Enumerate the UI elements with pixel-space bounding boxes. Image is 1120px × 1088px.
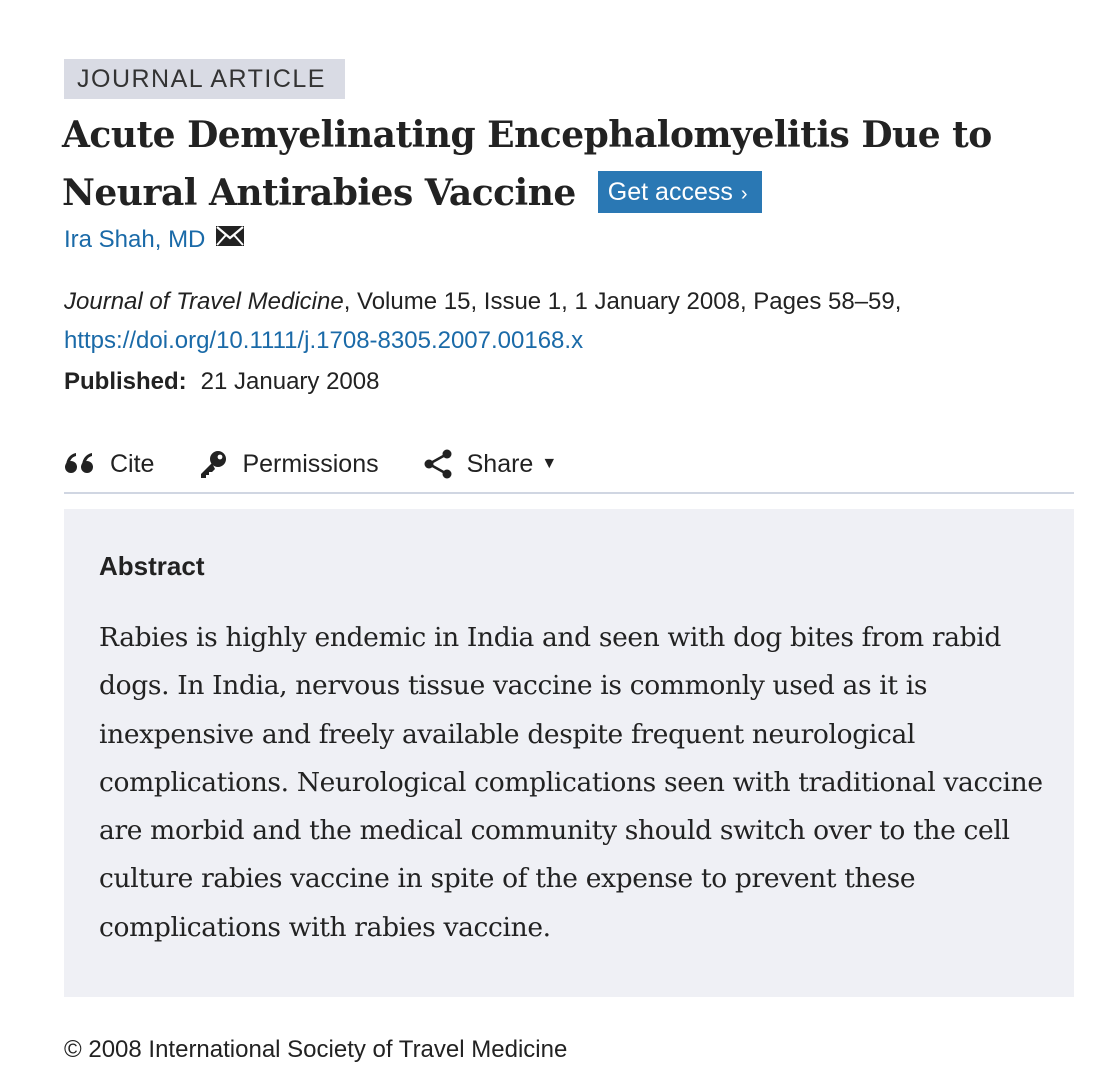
- quote-icon: [64, 452, 96, 476]
- key-icon: [198, 449, 228, 479]
- article-title: [62, 106, 1062, 222]
- abstract-text: Rabies is highly endemic in India and seen with dog bites from rabid dogs. In India, nervous tissue vaccine is commonly used as it is inexpensive and freely available despite frequent neurological complications. Neurological complications seen with traditional vaccine are morbid and the medical community should switch over to the cell culture rabies vaccine in spite of the expense to prevent these complications with rabies vaccine.: [99, 622, 1043, 943]
- author-link[interactable]: Ira Shah, MD: [64, 226, 206, 253]
- cite-label: Cite: [110, 449, 155, 478]
- author-line: [64, 222, 245, 258]
- get-access-button[interactable]: [598, 171, 762, 213]
- abstract-heading: Abstract: [99, 551, 205, 581]
- copyright-notice: © 2008 International Society of Travel Medicine: [64, 1036, 568, 1063]
- share-label: Share: [466, 449, 534, 478]
- chevron-right-icon: ›: [740, 183, 748, 205]
- citation-details: , Volume 15, Issue 1, 1 January 2008, Pages 58–59,: [343, 288, 902, 315]
- permissions-button[interactable]: [198, 449, 378, 479]
- article-toolbar: [64, 442, 601, 486]
- journal-name: Journal of Travel Medicine: [64, 288, 344, 315]
- envelope-icon[interactable]: [215, 222, 245, 258]
- abstract-section: [64, 509, 1074, 997]
- published-date: 21 January 2008: [200, 368, 380, 395]
- published-label: Published:: [64, 368, 187, 395]
- permissions-label: Permissions: [242, 449, 379, 478]
- toolbar-divider: [64, 492, 1074, 494]
- caret-down-icon: ▼: [541, 455, 558, 472]
- share-button[interactable]: [423, 449, 558, 479]
- doi-link[interactable]: https://doi.org/10.1111/j.1708-8305.2007.00168.x: [64, 327, 584, 354]
- cite-button[interactable]: [64, 450, 154, 479]
- citation-line: [64, 281, 901, 323]
- article-title-text: Acute Demyelinating Encephalomyelitis Due to Neural Antirabies Vaccine: [62, 114, 992, 214]
- article-type-badge: JOURNAL ARTICLE: [64, 59, 345, 99]
- get-access-label: Get access: [607, 178, 733, 206]
- share-icon: [423, 449, 453, 479]
- published-line: [64, 363, 379, 401]
